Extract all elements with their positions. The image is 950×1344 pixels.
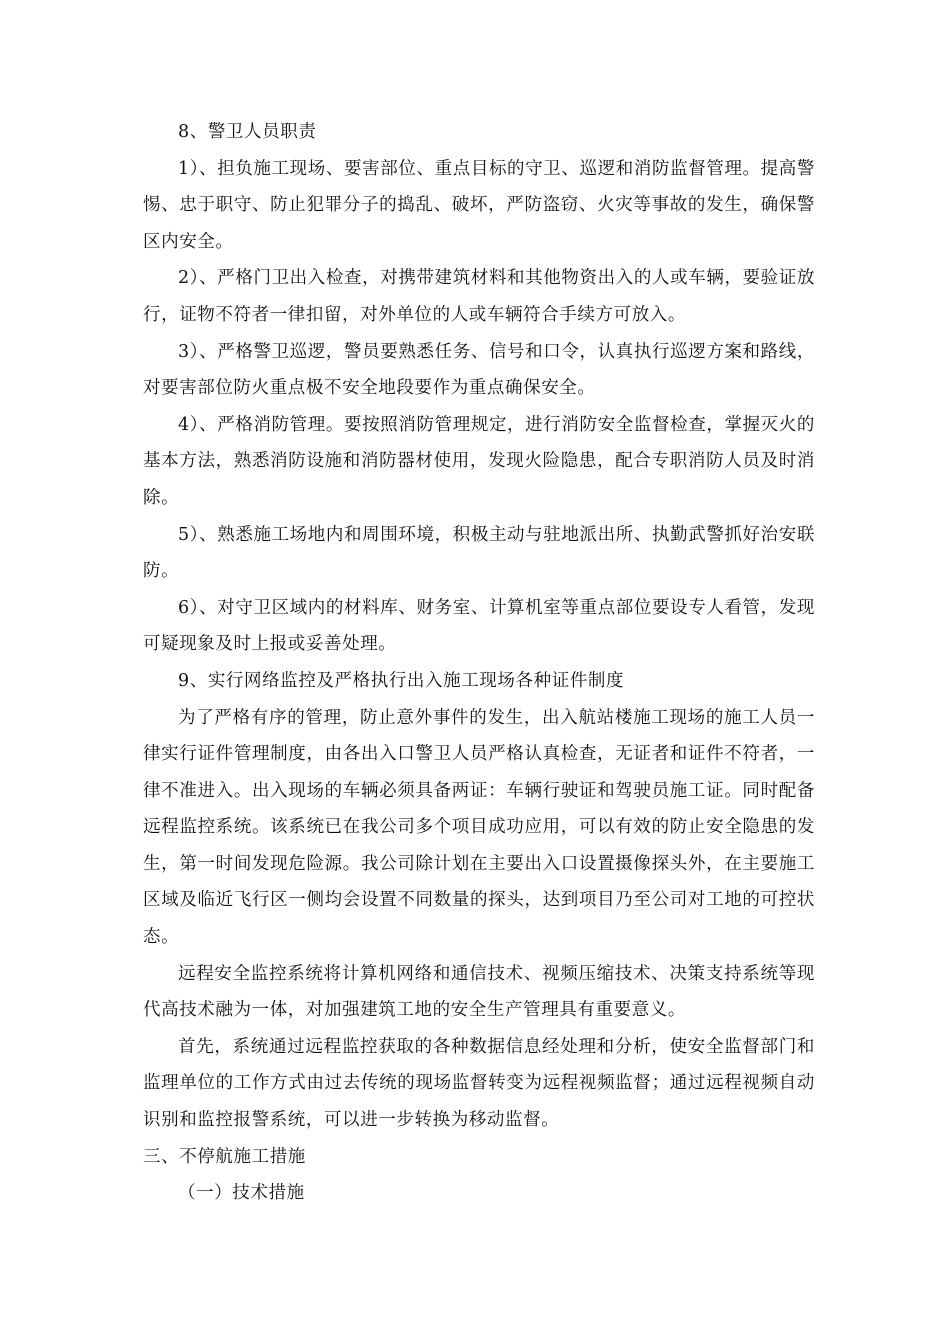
paragraph-first-benefit: 首先，系统通过远程监控获取的各种数据信息经处理和分析，使安全监督部门和监理单位的工作方式由过去传统的现场监督转变为远程视频监督；通过远程视频自动识别和监控报警系统，可以进一步转换为移动监督。 <box>143 1036 815 1131</box>
duty-item-5: 5）、熟悉施工场地内和周围环境，积极主动与驻地派出所、执勤武警抓好治安联防。 <box>143 524 815 582</box>
duty-item-1: 1）、担负施工现场、要害部位、重点目标的守卫、巡逻和消防监督管理。提高警惕、忠于职守、防止犯罪分子的捣乱、破坏，严防盗窃、火灾等事故的发生，确保警区内安全。 <box>143 158 815 252</box>
section-heading-network-monitoring: 9、实行网络监控及严格执行出入施工现场各种证件制度 <box>178 670 625 691</box>
duty-item-2: 2）、严格门卫出入检查，对携带建筑材料和其他物资出入的人或车辆，要验证放行，证物不符者一律扣留，对外单位的人或车辆符合手续方可放入。 <box>143 268 815 325</box>
duty-item-4: 4）、严格消防管理。要按照消防管理规定，进行消防安全监督检查，掌握灭火的基本方法，熟悉消防设施和消防器材使用，发现火险隐患，配合专职消防人员及时消除。 <box>143 414 815 508</box>
duty-item-3: 3）、严格警卫巡逻，警员要熟悉任务、信号和口令，认真执行巡逻方案和路线，对要害部位防火重点极不安全地段要作为重点确保安全。 <box>143 341 815 399</box>
paragraph-remote-monitoring-system: 远程安全监控系统将计算机网络和通信技术、视频压缩技术、决策支持系统等现代高技术融为一体，对加强建筑工地的安全生产管理具有重要意义。 <box>143 963 815 1021</box>
subheading-technical-measures: （一）技术措施 <box>178 1183 305 1204</box>
section-heading-guard-duties: 8、警卫人员职责 <box>178 122 317 142</box>
duty-item-6: 6）、对守卫区域内的材料库、财务室、计算机室等重点部位要设专人看管，发现可疑现象及时上报或妥善处理。 <box>143 597 815 655</box>
document-body <box>143 114 815 1212</box>
paragraph-credential-management: 为了严格有序的管理，防止意外事件的发生，出入航站楼施工现场的施工人员一律实行证件管理制度，由各出入口警卫人员严格认真检查，无证者和证件不符者，一律不准进入。出入现场的车辆必须具备两证：车辆行驶证和驾驶员施工证。同时配备远程监控系统。该系统已在我公司多个项目成功应用，可以有效的防止安全隐患的发生，第一时间发现危险源。我公司除计划在主要出入口设置摄像探头外，在主要施工区域及临近飞行区一侧均会设置不同数量的探头，达到项目乃至公司对工地的可控状态。 <box>143 707 815 948</box>
chapter-heading-non-stop-construction: 三、不停航施工措施 <box>143 1146 306 1167</box>
